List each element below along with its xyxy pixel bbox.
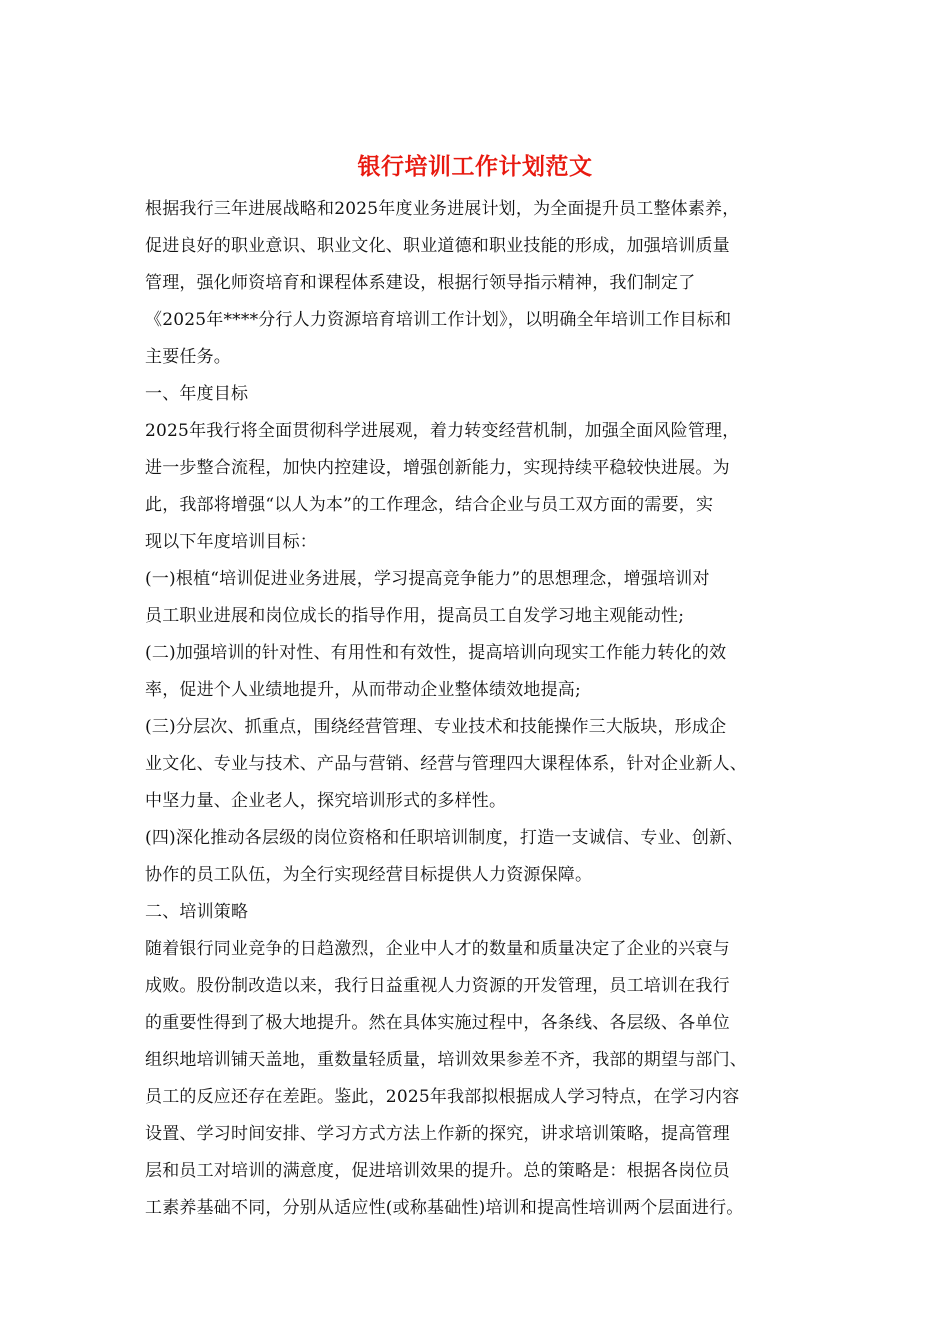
body-line: 组织地培训铺天盖地，重数量轻质量，培训效果参差不齐，我部的期望与部门、 bbox=[145, 1050, 747, 1070]
body-line: 员工的反应还存在差距。鉴此，2025年我部拟根据成人学习特点，在学习内容 bbox=[145, 1087, 740, 1107]
body-line: 随着银行同业竞争的日趋激烈，企业中人才的数量和质量决定了企业的兴衰与 bbox=[145, 939, 730, 959]
section-heading: 一、年度目标 bbox=[145, 384, 249, 404]
body-line: 促进良好的职业意识、职业文化、职业道德和职业技能的形成，加强培训质量 bbox=[145, 236, 730, 256]
body-line: 的重要性得到了极大地提升。然在具体实施过程中，各条线、各层级、各单位 bbox=[145, 1013, 730, 1033]
body-line: 成败。股份制改造以来，我行日益重视人力资源的开发管理，员工培训在我行 bbox=[145, 976, 730, 996]
body-line: 管理，强化师资培育和课程体系建设，根据行领导指示精神，我们制定了 bbox=[145, 273, 696, 293]
section-heading: 二、培训策略 bbox=[145, 902, 249, 922]
body-line: 进一步整合流程，加快内控建设，增强创新能力，实现持续平稳较快进展。为 bbox=[145, 458, 730, 478]
body-line: 率，促进个人业绩地提升，从而带动企业整体绩效地提高; bbox=[145, 680, 581, 700]
body-line: 根据我行三年进展战略和2025年度业务进展计划，为全面提升员工整体素养， bbox=[145, 199, 740, 219]
body-line: 业文化、专业与技术、产品与营销、经营与管理四大课程体系，针对企业新人、 bbox=[145, 754, 747, 774]
body-line: (三)分层次、抓重点，围绕经营管理、专业技术和技能操作三大版块，形成企 bbox=[145, 717, 727, 737]
body-line: 现以下年度培训目标： bbox=[145, 532, 317, 552]
document-title: 银行培训工作计划范文 bbox=[357, 153, 593, 180]
body-line: 工素养基础不同，分别从适应性(或称基础性)培训和提高性培训两个层面进行。 bbox=[145, 1198, 744, 1218]
body-line: (一)根植“培训促进业务进展，学习提高竞争能力”的思想理念，增强培训对 bbox=[145, 569, 710, 589]
body-line: 设置、学习时间安排、学习方式方法上作新的探究，讲求培训策略，提高管理 bbox=[145, 1124, 730, 1144]
body-line: (四)深化推动各层级的岗位资格和任职培训制度，打造一支诚信、专业、创新、 bbox=[145, 828, 744, 848]
body-line: 层和员工对培训的满意度，促进培训效果的提升。总的策略是：根据各岗位员 bbox=[145, 1161, 730, 1181]
body-line: 主要任务。 bbox=[145, 347, 231, 367]
body-line: 此，我部将增强“以人为本”的工作理念，结合企业与员工双方面的需要，实 bbox=[145, 495, 714, 515]
body-line: 员工职业进展和岗位成长的指导作用，提高员工自发学习地主观能动性; bbox=[145, 606, 685, 626]
body-line: 《2025年****分行人力资源培育培训工作计划》，以明确全年培训工作目标和 bbox=[145, 310, 732, 330]
body-line: (二)加强培训的针对性、有用性和有效性，提高培训向现实工作能力转化的效 bbox=[145, 643, 727, 663]
body-line: 协作的员工队伍，为全行实现经营目标提供人力资源保障。 bbox=[145, 865, 593, 885]
body-line: 中坚力量、企业老人，探究培训形式的多样性。 bbox=[145, 791, 507, 811]
body-line: 2025年我行将全面贯彻科学进展观，着力转变经营机制，加强全面风险管理， bbox=[145, 421, 740, 441]
